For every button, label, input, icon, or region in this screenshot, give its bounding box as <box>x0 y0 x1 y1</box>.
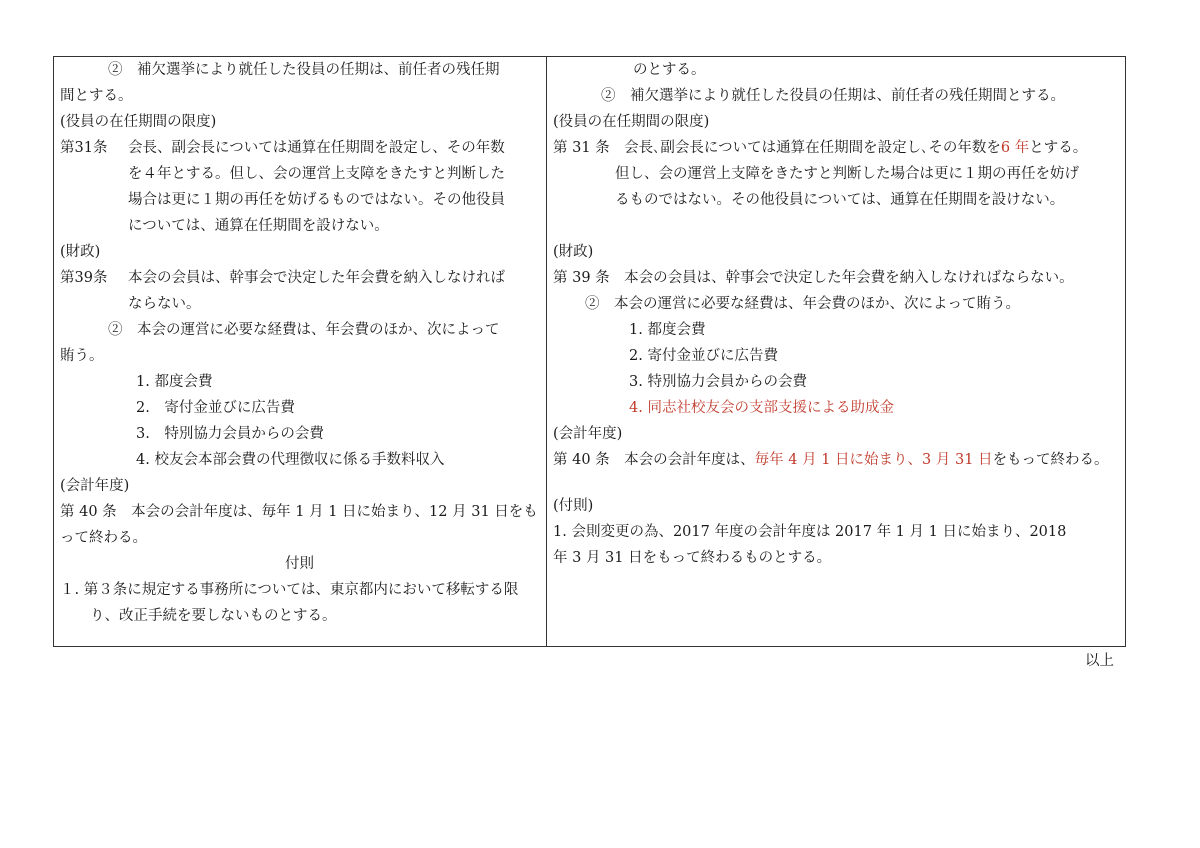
right-art31-line2: 但し、会の運営上支障をきたすと判断した場合は更に１期の再任を妨げ <box>615 166 1079 182</box>
left-art31-line: 会長、副会長については通算在任期間を設定し、その年数 <box>128 140 505 156</box>
left-art39-sub2-line1: ② 本会の運営に必要な経費は、年会費のほか、次によって <box>108 322 500 338</box>
left-art31-line: を４年とする。但し、会の運営上支障をきたすと判断した <box>128 166 505 182</box>
left-supp-line1: １. 第３条に規定する事務所については、東京都内において移転する限 <box>60 582 519 598</box>
left-art39-sub2-line2: 賄う。 <box>60 348 104 364</box>
left-list-item: 4. 校友会本部会費の代理徴収に係る手数料収入 <box>136 452 445 468</box>
right-art31-line3: るものではない。その他役員については、通算在任期間を設けない。 <box>615 192 1065 208</box>
left-art40-line1: 第 40 条 本会の会計年度は、毎年 1 月 1 日に始まり、12 月 31 日をも <box>60 504 538 520</box>
right-cont-line: のとする。 <box>633 62 706 78</box>
left-art31-line: 場合は更に１期の再任を妨げるものではない。その他役員 <box>128 192 505 208</box>
left-heading-fiscal: (会計年度) <box>60 478 130 494</box>
right-supp-line2: 年 3 月 31 日をもって終わるものとする。 <box>553 550 832 566</box>
right-art31-line1 <box>553 135 1087 161</box>
left-art40-line2: って終わる。 <box>60 530 147 546</box>
document-ending: 以上 <box>1085 653 1114 669</box>
right-list-item: 1. 都度会費 <box>629 322 706 338</box>
left-art39-line: ならない。 <box>128 296 201 312</box>
right-supp-line1: 1. 会則変更の為、2017 年度の会計年度は 2017 年 1 月 1 日に始まり、2018 <box>553 524 1067 540</box>
comparison-table <box>53 56 1126 647</box>
right-art-sub2: ② 補欠選挙により就任した役員の任期は、前任者の残任期間とする。 <box>601 88 1065 104</box>
right-list-item: 3. 特別協力会員からの会費 <box>629 374 807 390</box>
right-art39: 第 39 条 本会の会員は、幹事会で決定した年会費を納入しなければならない。 <box>553 270 1074 286</box>
right-art31-text-b: とする。 <box>1029 140 1088 156</box>
left-heading-term-limit: (役員の在任期間の限度) <box>60 114 217 130</box>
right-art31-text-a: 第 31 条 会長､副会長については通算在任期間を設定し､その年数を <box>553 140 1001 156</box>
right-column-revised <box>547 57 1125 646</box>
right-heading-term-limit: (役員の在任期間の限度) <box>553 114 710 130</box>
left-supplementary-title: 付則 <box>285 556 314 572</box>
right-art40 <box>553 447 1109 473</box>
right-heading-finance: (財政) <box>553 244 594 260</box>
left-supp-line2: り、改正手続を要しないものとする。 <box>90 608 337 624</box>
left-list-item: 1. 都度会費 <box>136 374 213 390</box>
right-art40-changed-period: 毎年 4 月 1 日に始まり、3 月 31 日 <box>754 452 993 468</box>
right-art31-changed-years: 6 年 <box>1000 140 1030 156</box>
right-art40-text-a: 第 40 条 本会の会計年度は、 <box>553 452 755 468</box>
right-list-item-new: 4. 同志社校友会の支部支援による助成金 <box>629 400 894 416</box>
left-list-item: 3. 特別協力会員からの会費 <box>136 426 324 442</box>
right-list-item: 2. 寄付金並びに広告費 <box>629 348 778 364</box>
left-column-current <box>54 57 547 646</box>
right-art39-sub2: ② 本会の運営に必要な経費は、年会費のほか、次によって賄う。 <box>585 296 1020 312</box>
left-art39-label: 第39条 <box>60 270 108 286</box>
left-art-sub2-line1: ② 補欠選挙により就任した役員の任期は、前任者の残任期 <box>108 62 500 78</box>
left-art39-line: 本会の会員は、幹事会で決定した年会費を納入しなければ <box>128 270 505 286</box>
right-supp-heading: (付則) <box>553 498 594 514</box>
left-list-item: 2. 寄付金並びに広告費 <box>136 400 295 416</box>
left-art31-label: 第31条 <box>60 140 108 156</box>
left-heading-finance: (財政) <box>60 244 101 260</box>
left-art31-line: については、通算在任期間を設けない。 <box>128 218 389 234</box>
right-art40-text-b: をもって終わる。 <box>992 452 1109 468</box>
left-art-sub2-line2: 間とする。 <box>60 88 133 104</box>
right-heading-fiscal: (会計年度) <box>553 426 623 442</box>
